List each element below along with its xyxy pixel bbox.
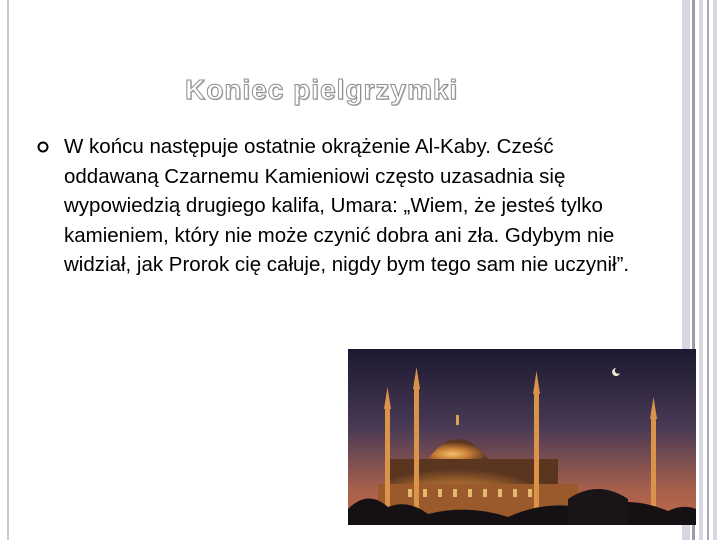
slide-frame-left bbox=[7, 0, 9, 540]
hollow-circle-bullet-icon bbox=[36, 140, 50, 154]
slide-frame-right-stripe bbox=[699, 0, 703, 540]
slide-title: Koniec pielgrzymki bbox=[185, 74, 459, 105]
mosque-photo bbox=[348, 349, 696, 525]
bullet-text: W końcu następuje ostatnie okrążenie Al-Kaby. Cześć oddawaną Czarnemu Kamieniowi często uzasadnia się wypowiedzią drugiego kalifa, Umara: „Wiem, że jesteś tylko kamieniem, który nie może czynić dobra ani zła. Gdybym nie widział, jak Prorok cię całuje, nigdy bym tego sam nie uczynił”. bbox=[64, 135, 630, 276]
slide-frame-right-stripe bbox=[707, 0, 709, 540]
slide-frame-right-stripe bbox=[713, 0, 717, 540]
